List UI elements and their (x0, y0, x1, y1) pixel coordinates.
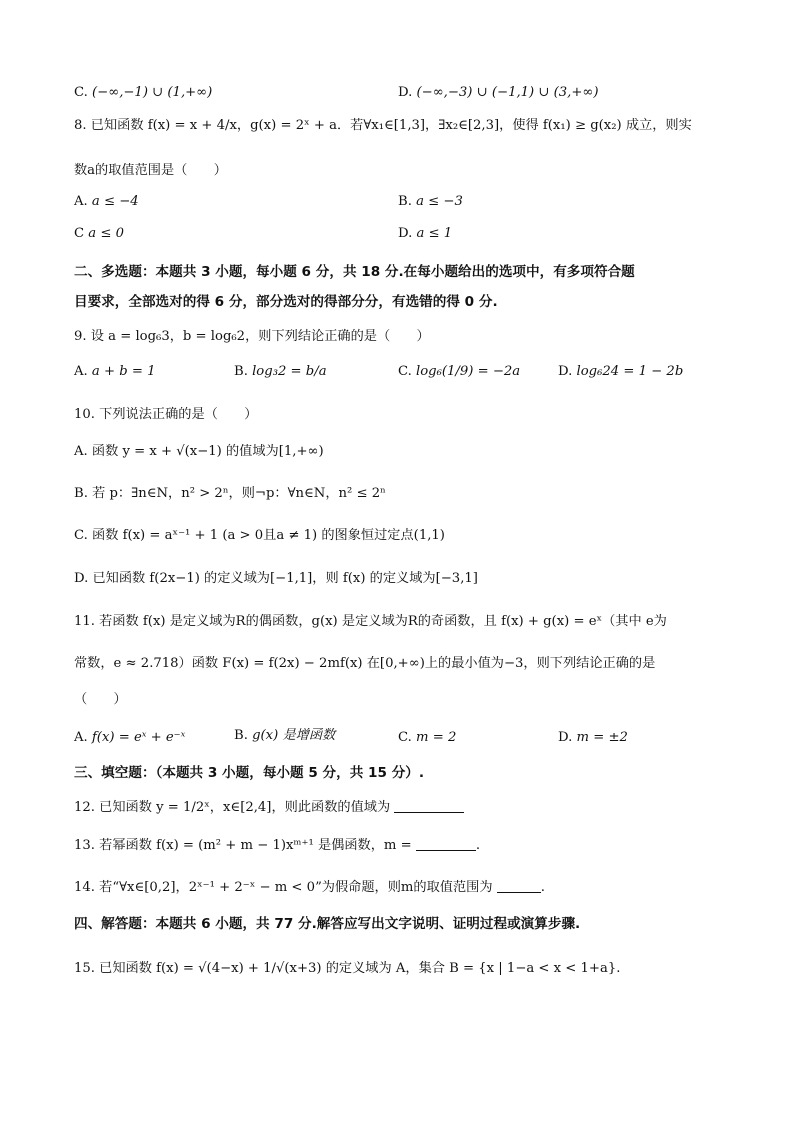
option-text: g(x) 是增函数 (252, 728, 336, 743)
option-label: C. (398, 364, 412, 379)
q7-option-c (74, 83, 212, 103)
option-label: C. (398, 730, 412, 745)
q11-stem-line1: 11. 若函数 f(x) 是定义域为R的偶函数，g(x) 是定义域为R的奇函数，且 f(x) + g(x) = eˣ（其中 e为 (74, 614, 667, 629)
q10-option-b: B. 若 p：∃n∈N，n² > 2ⁿ，则¬p：∀n∈N，n² ≤ 2ⁿ (74, 486, 386, 501)
q15-stem: 15. 已知函数 f(x) = √(4−x) + 1/√(x+3) 的定义域为 A，集合 B = {x | 1−a < x < 1+a}. (74, 961, 621, 976)
answer-blank[interactable] (497, 878, 541, 893)
option-text: a + b = 1 (91, 364, 156, 379)
q10-option-d: D. 已知函数 f(2x−1) 的定义域为[−1,1]，则 f(x) 的定义域为[−3,1] (74, 571, 478, 586)
q8-option-a (74, 192, 139, 212)
q9-stem: 9. 设 a = log₆3，b = log₆2，则下列结论正确的是（ ） (74, 329, 430, 344)
option-text: (−∞,−1) ∪ (1,+∞) (92, 85, 213, 100)
q10-stem: 10. 下列说法正确的是（ ） (74, 407, 258, 422)
option-text: log₆(1/9) = −2a (416, 364, 521, 379)
q7-option-d (398, 83, 599, 103)
q8-option-d (398, 224, 452, 244)
section-3-heading: 三、填空题：（本题共 3 小题，每小题 5 分，共 15 分）. (74, 765, 425, 781)
q9-option-d (558, 362, 683, 382)
option-label: A. (74, 730, 88, 745)
section-2-heading-line2: 目要求，全部选对的得 6 分，部分选对的得部分分，有选错的得 0 分. (74, 294, 498, 310)
option-text: m = 2 (416, 730, 457, 745)
q9-option-b (234, 362, 327, 382)
option-label: D. (398, 226, 413, 241)
option-label: C (74, 226, 85, 241)
option-text: a ≤ −4 (91, 194, 139, 209)
q8-option-c (74, 224, 124, 244)
q11-stem-line3: （ ） (74, 692, 127, 707)
q11-stem-line2: 常数，e ≈ 2.718）函数 F(x) = f(2x) − 2mf(x) 在[0,+∞)上的最小值为−3，则下列结论正确的是 (74, 656, 656, 671)
q11-option-a (74, 728, 185, 748)
section-2-heading-line1: 二、多选题：本题共 3 小题，每小题 6 分，共 18 分.在每小题给出的选项中，有多项符合题 (74, 264, 635, 280)
option-label: A. (74, 364, 88, 379)
option-text: m = ±2 (576, 730, 628, 745)
option-label: C. (74, 85, 88, 100)
option-label: A. (74, 194, 88, 209)
option-label: B. (234, 728, 248, 743)
q8-option-b (398, 192, 463, 212)
q14: 14. 若“∀x∈[0,2]，2ˣ⁻¹ + 2⁻ˣ − m < 0”为假命题，则m的取值范围为 . (74, 880, 545, 895)
q9-option-c (398, 362, 520, 382)
q14-text: 14. 若“∀x∈[0,2]，2ˣ⁻¹ + 2⁻ˣ − m < 0”为假命题，则m的取值范围为 (74, 880, 493, 895)
q12 (74, 798, 464, 818)
option-text: (−∞,−3) ∪ (−1,1) ∪ (3,+∞) (416, 85, 599, 100)
q11-option-d (558, 728, 628, 748)
q10-option-a: A. 函数 y = x + √(x−1) 的值域为[1,+∞) (74, 444, 324, 459)
q8-stem-line2: 数a的取值范围是（ ） (74, 163, 227, 178)
q12-text: 12. 已知函数 y = 1/2ˣ，x∈[2,4]，则此函数的值域为 (74, 800, 391, 815)
option-label: B. (398, 194, 412, 209)
q13-text: 13. 若幂函数 f(x) = (m² + m − 1)xᵐ⁺¹ 是偶函数，m = (74, 838, 412, 853)
option-text: f(x) = eˣ + e⁻ˣ (91, 730, 186, 745)
answer-blank[interactable] (416, 836, 476, 851)
q11-option-c (398, 728, 456, 748)
option-text: a ≤ −3 (416, 194, 463, 209)
q11-option-b (234, 726, 335, 746)
option-label: D. (398, 85, 413, 100)
q9-option-a (74, 362, 155, 382)
option-text: log₆24 = 1 − 2b (576, 364, 684, 379)
section-4-heading: 四、解答题：本题共 6 小题，共 77 分.解答应写出文字说明、证明过程或演算步骤. (74, 916, 581, 932)
q13: 13. 若幂函数 f(x) = (m² + m − 1)xᵐ⁺¹ 是偶函数，m = . (74, 838, 481, 853)
option-text: a ≤ 1 (416, 226, 453, 241)
option-text: a ≤ 0 (88, 226, 124, 241)
option-label: D. (558, 364, 573, 379)
option-label: D. (558, 730, 573, 745)
option-text: log₃2 = b/a (252, 364, 327, 379)
q10-option-c: C. 函数 f(x) = aˣ⁻¹ + 1 (a > 0且a ≠ 1) 的图象恒过定点(1,1) (74, 528, 445, 543)
option-label: B. (234, 364, 248, 379)
answer-blank[interactable] (394, 798, 464, 813)
q8-stem-line1: 8. 已知函数 f(x) = x + 4/x，g(x) = 2ˣ + a．若∀x₁∈[1,3]，∃x₂∈[2,3]，使得 f(x₁) ≥ g(x₂) 成立，则实 (74, 118, 692, 133)
